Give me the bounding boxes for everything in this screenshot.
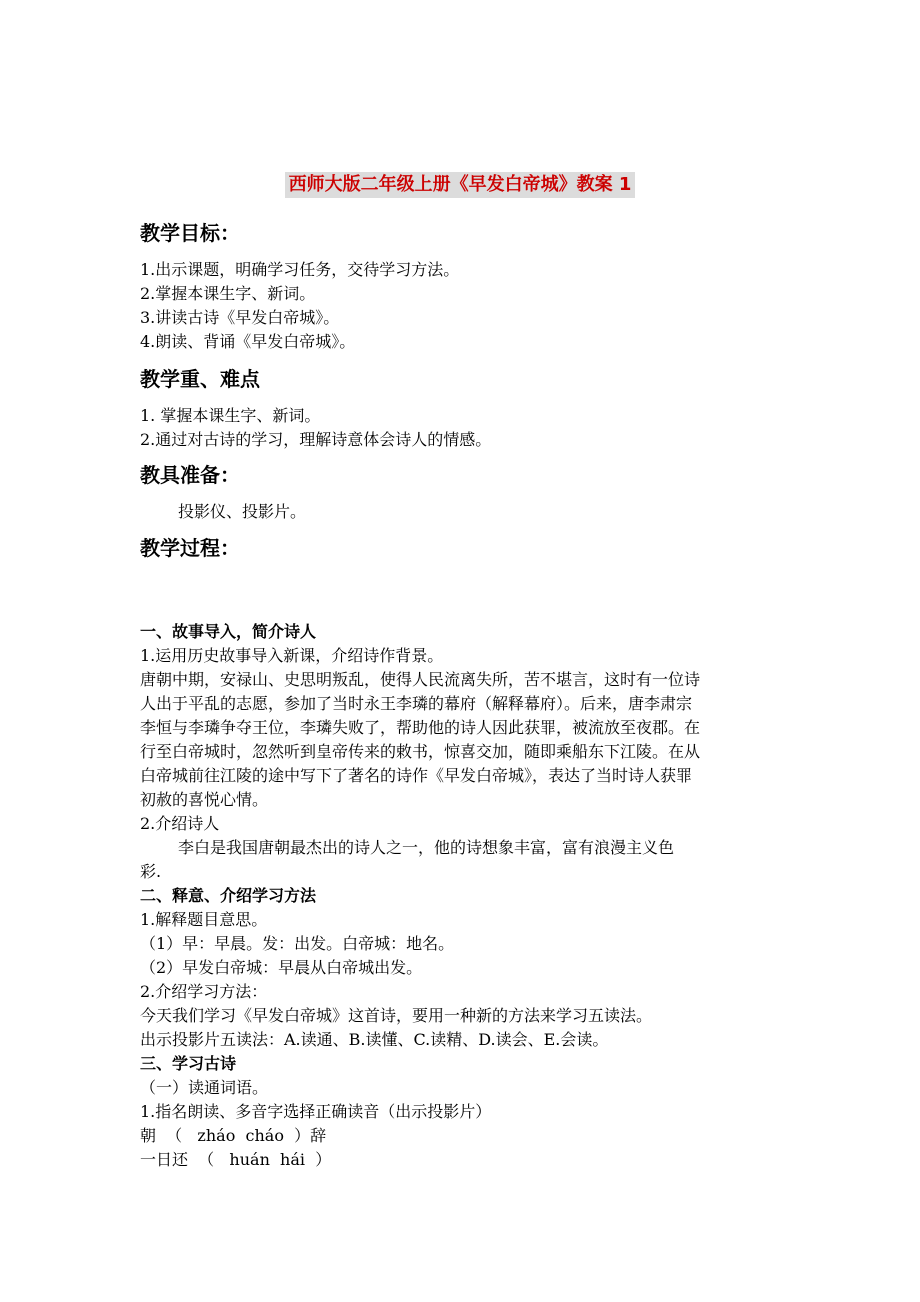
keypoint-item-1: 1. 掌握本课生字、新词。 (140, 406, 321, 425)
keypoints-heading: 教学重、难点 (140, 367, 260, 391)
part2-item1: 1.解释题目意思。 (140, 910, 268, 929)
materials-text: 投影仪、投影片。 (178, 502, 307, 521)
goal-item-2: 2.掌握本课生字、新词。 (140, 284, 316, 303)
story-line-6: 初赦的喜悦心情。 (140, 790, 269, 809)
part3-heading: 三、学习古诗 (140, 1054, 237, 1073)
keypoint-item-2: 2.通过对古诗的学习，理解诗意体会诗人的情感。 (140, 430, 492, 449)
process-heading: 教学过程： (140, 536, 240, 560)
poet-line-2: 彩. (140, 862, 162, 881)
document-title: 西师大版二年级上册《早发白帝城》教案 1 (285, 172, 636, 198)
story-line-1: 唐朝中期，安禄山、史思明叛乱，使得人民流离失所，苦不堪言，这时有一位诗 (140, 670, 701, 689)
goal-item-4: 4.朗读、背诵《早发白帝城》。 (140, 332, 356, 351)
title-wrap (0, 172, 920, 198)
part1-item2: 2.介绍诗人 (140, 814, 220, 833)
goal-item-3: 3.讲读古诗《早发白帝城》。 (140, 308, 340, 327)
pinyin-line-2: 一日还 （ huán hái ） (140, 1150, 332, 1169)
part2-sub2: （2）早发白帝城：早晨从白帝城出发。 (140, 958, 423, 977)
part2-sub1: （1）早：早晨。发：出发。白帝城：地名。 (140, 934, 455, 953)
part2-heading: 二、释意、介绍学习方法 (140, 886, 317, 905)
part3-item1: 1.指名朗读、多音字选择正确读音（出示投影片） (140, 1102, 492, 1121)
part3-sub: （一）读通词语。 (140, 1078, 269, 1097)
materials-heading: 教具准备： (140, 463, 240, 487)
story-line-2: 人出于平乱的志愿，参加了当时永王李璘的幕府（解释幕府）。后来，唐李肃宗 (140, 694, 693, 713)
story-line-3: 李恒与李璘争夺王位，李璘失败了，帮助他的诗人因此获罪，被流放至夜郡。在 (140, 718, 701, 737)
part1-item1: 1.运用历史故事导入新课，介绍诗作背景。 (140, 646, 444, 665)
method-line: 今天我们学习《早发白帝城》这首诗，要用一种新的方法来学习五读法。 (140, 1006, 653, 1025)
pinyin-line-1: 朝 （ zháo cháo ）辞 (140, 1126, 327, 1145)
part2-item2: 2.介绍学习方法： (140, 982, 268, 1001)
goals-heading: 教学目标： (140, 221, 240, 245)
story-line-5: 白帝城前往江陵的途中写下了著名的诗作《早发白帝城》，表达了当时诗人获罪 (140, 766, 693, 785)
goal-item-1: 1.出示课题，明确学习任务，交待学习方法。 (140, 260, 460, 279)
part1-heading: 一、故事导入，简介诗人 (140, 622, 317, 641)
story-line-4: 行至白帝城时，忽然听到皇帝传来的敕书，惊喜交加，随即乘船东下江陵。在从 (140, 742, 701, 761)
slide-line: 出示投影片五读法：A.读通、B.读懂、C.读精、D.读会、E.会读。 (140, 1030, 609, 1049)
poet-line-1: 李白是我国唐朝最杰出的诗人之一，他的诗想象丰富，富有浪漫主义色 (178, 838, 675, 857)
